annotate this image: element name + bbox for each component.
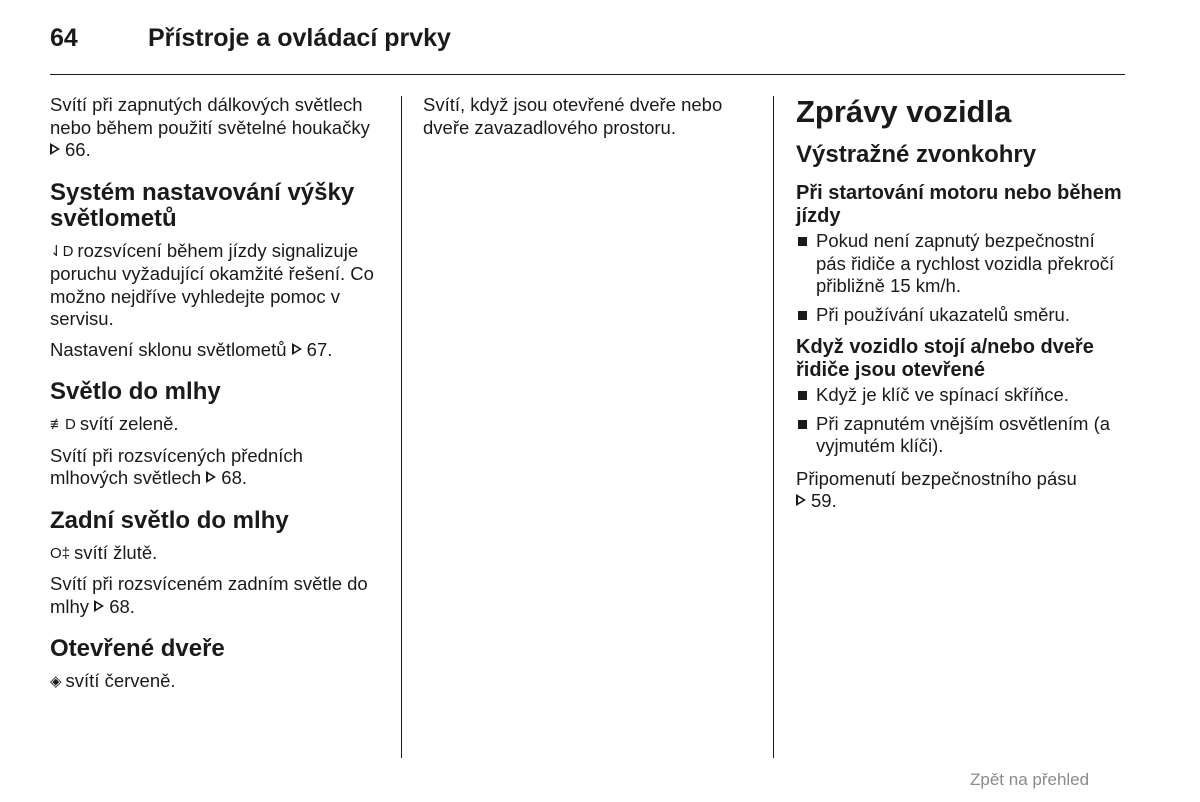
group-heading-starting-engine: Při startování motoru nebo během jízdy [796,182,1122,227]
bullet-icon [798,420,807,429]
reference-arrow-icon [292,343,302,355]
group-heading-vehicle-stationary: Když vozidlo stojí a/nebo dveře řidiče jsou otevřené [796,336,1094,381]
back-to-overview-link[interactable]: Zpět na přehled [970,770,1090,789]
column-divider [401,96,402,758]
page-reference[interactable]: 67. [306,338,333,360]
section-heading-rear-fog-light: Zadní světlo do mlhy [50,506,289,534]
bullet-icon [798,391,807,400]
section-paragraph: Svítí při rozsvícených předních mlhových světlech 68. [50,444,303,488]
bullet-list [796,230,1126,326]
section-paragraph: ◈ svítí červeně. [50,670,386,694]
section-paragraph: ≢D svítí zeleně. [50,413,386,437]
seatbelt-reminder: Připomenutí bezpečnostního pásu 59. [796,467,1077,511]
bullet-icon [798,311,807,320]
intro-paragraph: Svítí při zapnutých dálkových světlech nebo během použití světelné houkačky 66. [50,94,370,160]
section-heading-fog-light: Světlo do mlhy [50,378,221,405]
page-reference[interactable]: 59. [811,490,837,511]
reference-arrow-icon [50,143,60,155]
door-open-icon: ◈ [50,673,62,690]
rear-fog-light-icon: O‡ [50,544,71,562]
list-item: Při zapnutém vnějším osvětlením (a vyjmutém klíči). [796,413,1126,458]
list-item: Když je klíč ve spínací skříňce. [796,384,1126,407]
section-heading-headlight-range: Systém nastavování výšky světlometů [50,178,355,232]
door-description: Svítí, když jsou otevřené dveře nebo dveře zavazadlového prostoru. [423,94,723,138]
reference-arrow-icon [94,600,104,612]
section-paragraph: ⇃D rozsvícení během jízdy signalizuje poruchu vyžadující okamžité řešení. Co možno nejdříve vyhledejte pomoc v servisu. [50,239,374,329]
page-reference[interactable]: 68. [109,595,135,617]
reference-arrow-icon [796,494,806,506]
bullet-icon [798,237,807,246]
page-reference[interactable]: 66. [65,139,91,160]
column-left [50,94,386,702]
subsection-title-warning-chimes: Výstražné zvonkohry [796,141,1037,168]
list-item: Při používání ukazatelů směru. [796,304,1126,327]
header-divider [50,74,1125,75]
column-divider [773,96,774,758]
column-right [796,94,1126,521]
reference-arrow-icon [206,471,216,483]
section-heading-open-doors: Otevřené dveře [50,635,225,662]
headlight-range-icon: ⇃D [50,242,74,260]
page-title: Přístroje a ovládací prvky [148,24,451,52]
section-paragraph: O‡ svítí žlutě. [50,542,386,566]
column-middle [423,94,759,147]
section-paragraph: Svítí při rozsvíceném zadním světle do mlhy 68. [50,573,368,617]
bullet-list [796,384,1126,458]
page-number: 64 [50,24,78,52]
front-fog-light-icon: ≢D [50,416,76,433]
list-item: Pokud není zapnutý bezpečnostní pás řidiče a rychlost vozidla překročí přibližně 15 km/h. [796,230,1126,298]
section-title-vehicle-messages: Zprávy vozidla [796,94,1012,129]
page-reference[interactable]: 68. [221,467,248,488]
section-paragraph: Nastavení sklonu světlometů 67. [50,338,333,360]
